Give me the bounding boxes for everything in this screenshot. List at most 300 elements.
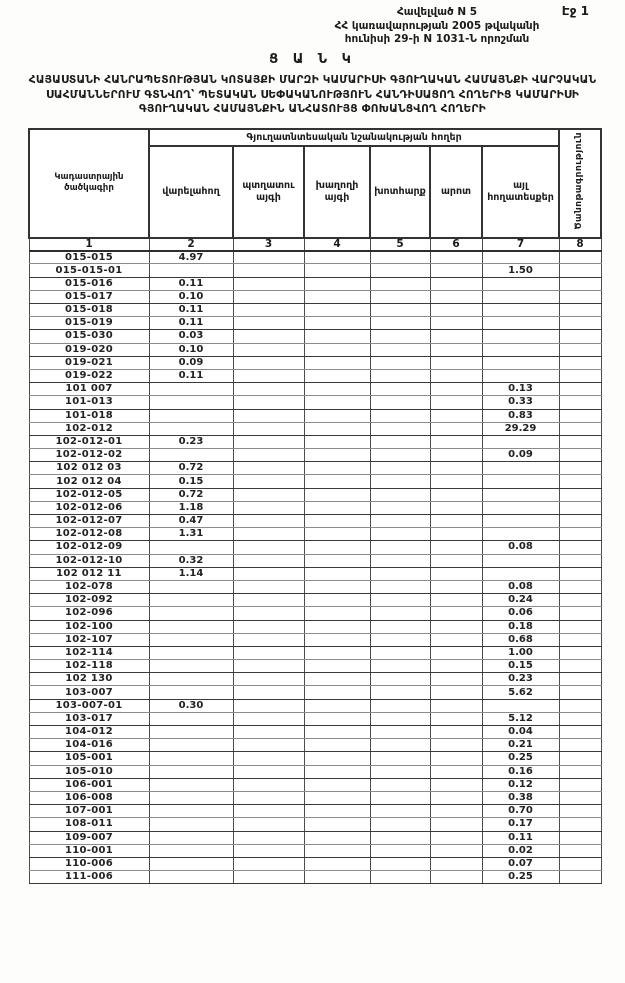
cadastral-code-cell: 102-096: [29, 607, 149, 620]
area-value-cell: 0.16: [482, 765, 559, 778]
area-value-cell: 5.62: [482, 686, 559, 699]
table-row: [29, 580, 601, 593]
area-value-cell: [370, 844, 430, 857]
area-value-cell: 0.25: [482, 752, 559, 765]
cadastral-code-cell: 015-018: [29, 304, 149, 317]
area-value-cell: 0.38: [482, 791, 559, 804]
area-value-cell: [430, 435, 482, 448]
area-value-cell: [430, 462, 482, 475]
area-value-cell: 0.33: [482, 396, 559, 409]
area-value-cell: [370, 251, 430, 264]
area-value-cell: [430, 475, 482, 488]
area-value-cell: [370, 343, 430, 356]
area-value-cell: [233, 330, 304, 343]
area-value-cell: [559, 567, 601, 580]
area-value-cell: 0.09: [482, 449, 559, 462]
area-value-cell: [149, 726, 233, 739]
table-row: [29, 264, 601, 277]
area-value-cell: [559, 449, 601, 462]
column-header-cadastral-code: Կադաստրային ծածկագիր: [29, 129, 149, 238]
area-value-cell: [370, 607, 430, 620]
area-value-cell: [430, 515, 482, 528]
area-value-cell: [304, 449, 370, 462]
table-row: [29, 290, 601, 303]
area-value-cell: [430, 330, 482, 343]
area-value-cell: [304, 488, 370, 501]
area-value-cell: [149, 264, 233, 277]
area-value-cell: [370, 554, 430, 567]
area-value-cell: [233, 673, 304, 686]
area-value-cell: [430, 488, 482, 501]
table-row: [29, 778, 601, 791]
area-value-cell: [304, 699, 370, 712]
area-value-cell: [304, 567, 370, 580]
document-type-heading: Ց Ա Ն Կ: [269, 51, 356, 67]
area-value-cell: 0.13: [482, 383, 559, 396]
area-value-cell: [304, 317, 370, 330]
area-value-cell: [482, 356, 559, 369]
column-number: 7: [482, 238, 559, 251]
area-value-cell: 0.70: [482, 805, 559, 818]
area-value-cell: [370, 646, 430, 659]
area-value-cell: [559, 435, 601, 448]
area-value-cell: [370, 435, 430, 448]
cadastral-code-cell: 102-012-01: [29, 435, 149, 448]
area-value-cell: [370, 317, 430, 330]
area-value-cell: [304, 778, 370, 791]
cadastral-code-cell: 102-078: [29, 580, 149, 593]
area-value-cell: [559, 356, 601, 369]
column-number: 4: [304, 238, 370, 251]
area-value-cell: [149, 660, 233, 673]
cadastral-code-cell: 015-016: [29, 277, 149, 290]
area-value-cell: [370, 857, 430, 870]
area-value-cell: [559, 290, 601, 303]
area-value-cell: [149, 805, 233, 818]
area-value-cell: [370, 501, 430, 514]
area-value-cell: [430, 831, 482, 844]
area-value-cell: 1.14: [149, 567, 233, 580]
table-row: [29, 620, 601, 633]
area-value-cell: [430, 277, 482, 290]
area-value-cell: 0.09: [149, 356, 233, 369]
table-row: [29, 607, 601, 620]
area-value-cell: [559, 343, 601, 356]
area-value-cell: [430, 805, 482, 818]
table-row: [29, 660, 601, 673]
area-value-cell: [370, 726, 430, 739]
area-value-cell: [233, 791, 304, 804]
area-value-cell: [430, 356, 482, 369]
area-value-cell: [304, 290, 370, 303]
table-header: [29, 129, 601, 251]
area-value-cell: [482, 290, 559, 303]
area-value-cell: [370, 620, 430, 633]
area-value-cell: [482, 277, 559, 290]
area-value-cell: [482, 343, 559, 356]
cadastral-code-cell: 105-001: [29, 752, 149, 765]
area-value-cell: [370, 686, 430, 699]
table-row: [29, 726, 601, 739]
column-header-note: [559, 129, 601, 238]
area-value-cell: [304, 356, 370, 369]
area-value-cell: [430, 620, 482, 633]
area-value-cell: [233, 699, 304, 712]
area-value-cell: [304, 805, 370, 818]
area-value-cell: [430, 528, 482, 541]
area-value-cell: [233, 396, 304, 409]
area-value-cell: [304, 369, 370, 382]
area-value-cell: [304, 633, 370, 646]
area-value-cell: [304, 343, 370, 356]
area-value-cell: [233, 515, 304, 528]
area-value-cell: 1.50: [482, 264, 559, 277]
area-value-cell: [233, 383, 304, 396]
area-value-cell: [430, 660, 482, 673]
area-value-cell: [149, 871, 233, 884]
area-value-cell: 0.30: [149, 699, 233, 712]
area-value-cell: [149, 633, 233, 646]
area-value-cell: [304, 607, 370, 620]
area-value-cell: [370, 818, 430, 831]
table-row: [29, 343, 601, 356]
area-value-cell: [559, 673, 601, 686]
area-value-cell: [149, 396, 233, 409]
table-row: [29, 633, 601, 646]
area-value-cell: [482, 567, 559, 580]
area-value-cell: [304, 515, 370, 528]
area-value-cell: [233, 567, 304, 580]
area-value-cell: [430, 290, 482, 303]
area-value-cell: [559, 844, 601, 857]
table-row: [29, 831, 601, 844]
area-value-cell: [370, 290, 430, 303]
table-row: [29, 409, 601, 422]
cadastral-code-cell: 101-018: [29, 409, 149, 422]
table-row: [29, 791, 601, 804]
area-value-cell: [304, 580, 370, 593]
area-value-cell: [304, 264, 370, 277]
area-value-cell: [370, 449, 430, 462]
area-value-cell: [559, 422, 601, 435]
area-value-cell: [430, 409, 482, 422]
area-value-cell: [559, 580, 601, 593]
table-row: [29, 752, 601, 765]
cadastral-code-cell: 103-007: [29, 686, 149, 699]
area-value-cell: [370, 660, 430, 673]
cadastral-code-cell: 015-015: [29, 251, 149, 264]
cadastral-code-cell: 019-020: [29, 343, 149, 356]
area-value-cell: [304, 409, 370, 422]
area-value-cell: [304, 554, 370, 567]
column-header-arable: վարելահող: [149, 146, 233, 238]
area-value-cell: [304, 660, 370, 673]
area-value-cell: [370, 475, 430, 488]
area-value-cell: [482, 528, 559, 541]
area-value-cell: [430, 449, 482, 462]
area-value-cell: [430, 791, 482, 804]
area-value-cell: [370, 369, 430, 382]
area-value-cell: [430, 541, 482, 554]
table-row: [29, 567, 601, 580]
area-value-cell: [370, 633, 430, 646]
area-value-cell: 0.02: [482, 844, 559, 857]
area-value-cell: [559, 528, 601, 541]
table-row: [29, 462, 601, 475]
area-value-cell: [559, 462, 601, 475]
column-number-row: [29, 238, 601, 251]
cadastral-code-cell: 019-022: [29, 369, 149, 382]
area-value-cell: [430, 765, 482, 778]
cadastral-code-cell: 104-016: [29, 739, 149, 752]
area-value-cell: 0.47: [149, 515, 233, 528]
area-value-cell: [559, 304, 601, 317]
area-value-cell: [233, 251, 304, 264]
cadastral-code-cell: 015-015-01: [29, 264, 149, 277]
table-row: [29, 317, 601, 330]
area-value-cell: [559, 739, 601, 752]
area-value-cell: [233, 712, 304, 725]
area-value-cell: [149, 646, 233, 659]
table-row: [29, 304, 601, 317]
area-value-cell: [559, 871, 601, 884]
table-row: [29, 765, 601, 778]
area-value-cell: [559, 488, 601, 501]
cadastral-code-cell: 102-012-07: [29, 515, 149, 528]
area-value-cell: [304, 396, 370, 409]
area-value-cell: [559, 515, 601, 528]
area-value-cell: 0.25: [482, 871, 559, 884]
area-value-cell: [304, 330, 370, 343]
area-value-cell: [559, 831, 601, 844]
table-row: [29, 818, 601, 831]
area-value-cell: 0.11: [149, 317, 233, 330]
table-row: [29, 594, 601, 607]
area-value-cell: [559, 475, 601, 488]
area-value-cell: [559, 251, 601, 264]
area-value-cell: [430, 646, 482, 659]
area-value-cell: [370, 594, 430, 607]
area-value-cell: 0.08: [482, 580, 559, 593]
area-value-cell: [233, 369, 304, 382]
area-value-cell: [149, 857, 233, 870]
cadastral-code-cell: 106-001: [29, 778, 149, 791]
area-value-cell: [304, 673, 370, 686]
area-value-cell: [370, 871, 430, 884]
area-value-cell: 0.23: [482, 673, 559, 686]
cadastral-code-cell: 111-006: [29, 871, 149, 884]
area-value-cell: 0.15: [482, 660, 559, 673]
cadastral-code-cell: 102-107: [29, 633, 149, 646]
area-value-cell: [430, 383, 482, 396]
area-value-cell: [482, 475, 559, 488]
area-value-cell: 0.32: [149, 554, 233, 567]
area-value-cell: [149, 541, 233, 554]
table-row: [29, 449, 601, 462]
area-value-cell: [370, 264, 430, 277]
area-value-cell: [304, 712, 370, 725]
area-value-cell: [482, 251, 559, 264]
area-value-cell: [149, 620, 233, 633]
area-value-cell: [370, 699, 430, 712]
area-value-cell: 0.03: [149, 330, 233, 343]
area-value-cell: [370, 778, 430, 791]
area-value-cell: [149, 712, 233, 725]
area-value-cell: [149, 739, 233, 752]
area-value-cell: [370, 831, 430, 844]
cadastral-code-cell: 101 007: [29, 383, 149, 396]
table-row: [29, 435, 601, 448]
area-value-cell: [430, 844, 482, 857]
table-row: [29, 369, 601, 382]
area-value-cell: [370, 277, 430, 290]
area-value-cell: [559, 660, 601, 673]
area-value-cell: [233, 805, 304, 818]
area-value-cell: [430, 317, 482, 330]
column-header-hayfield: խոտհարք: [370, 146, 430, 238]
area-value-cell: [233, 580, 304, 593]
cadastral-code-cell: 102-114: [29, 646, 149, 659]
cadastral-code-cell: 108-011: [29, 818, 149, 831]
area-value-cell: [370, 330, 430, 343]
area-value-cell: [482, 488, 559, 501]
area-value-cell: [304, 686, 370, 699]
area-value-cell: [430, 739, 482, 752]
area-value-cell: [559, 726, 601, 739]
cadastral-code-cell: 105-010: [29, 765, 149, 778]
cadastral-code-cell: 104-012: [29, 726, 149, 739]
area-value-cell: [370, 528, 430, 541]
area-value-cell: 0.21: [482, 739, 559, 752]
area-value-cell: [559, 594, 601, 607]
column-header-other-lands: այլ հողատեսքեր: [482, 146, 559, 238]
area-value-cell: [430, 264, 482, 277]
cadastral-code-cell: 107-001: [29, 805, 149, 818]
table-row: [29, 712, 601, 725]
cadastral-code-cell: 102-118: [29, 660, 149, 673]
area-value-cell: [370, 409, 430, 422]
area-value-cell: [233, 422, 304, 435]
cadastral-code-cell: 102-100: [29, 620, 149, 633]
area-value-cell: 5.12: [482, 712, 559, 725]
area-value-cell: 1.18: [149, 501, 233, 514]
cadastral-code-cell: 110-006: [29, 857, 149, 870]
area-value-cell: [430, 594, 482, 607]
area-value-cell: [304, 726, 370, 739]
area-value-cell: 29.29: [482, 422, 559, 435]
area-value-cell: [149, 791, 233, 804]
area-value-cell: [430, 369, 482, 382]
area-value-cell: [149, 752, 233, 765]
table-row: [29, 554, 601, 567]
table-row: [29, 475, 601, 488]
area-value-cell: [233, 264, 304, 277]
cadastral-code-cell: 102-012-06: [29, 501, 149, 514]
area-value-cell: [430, 304, 482, 317]
area-value-cell: [430, 686, 482, 699]
area-value-cell: [370, 673, 430, 686]
area-value-cell: 0.07: [482, 857, 559, 870]
area-value-cell: 0.06: [482, 607, 559, 620]
area-value-cell: [559, 396, 601, 409]
area-value-cell: 0.08: [482, 541, 559, 554]
area-value-cell: [430, 343, 482, 356]
area-value-cell: 0.23: [149, 435, 233, 448]
area-value-cell: [370, 396, 430, 409]
area-value-cell: [233, 449, 304, 462]
cadastral-code-cell: 102 012 03: [29, 462, 149, 475]
area-value-cell: [304, 277, 370, 290]
area-value-cell: [370, 752, 430, 765]
table-row: [29, 501, 601, 514]
area-value-cell: [559, 791, 601, 804]
area-value-cell: [430, 251, 482, 264]
area-value-cell: [233, 541, 304, 554]
column-header-pasture: արոտ: [430, 146, 482, 238]
area-value-cell: [559, 699, 601, 712]
area-value-cell: [559, 620, 601, 633]
area-value-cell: [370, 712, 430, 725]
area-value-cell: [304, 857, 370, 870]
area-value-cell: [149, 594, 233, 607]
area-value-cell: [559, 369, 601, 382]
area-value-cell: [370, 422, 430, 435]
area-value-cell: [482, 330, 559, 343]
area-value-cell: [430, 567, 482, 580]
area-value-cell: [370, 383, 430, 396]
area-value-cell: [233, 765, 304, 778]
area-value-cell: 0.15: [149, 475, 233, 488]
cadastral-code-cell: 102 012 11: [29, 567, 149, 580]
area-value-cell: [233, 594, 304, 607]
document-title: ՀԱՅԱՍՏԱՆԻ ՀԱՆՐԱՊԵՏՈՒԹՅԱՆ ԿՈՏԱՅՔԻ ՄԱՐԶԻ ԿԱՄԱՐԻՍԻ ԳՅՈՒՂԱԿԱՆ ՀԱՄԱՅՆՔԻ ՎԱՐՉԱԿԱՆ ՍԱՀՄԱՆՆԵՐՈՒՄ ԳՏՆՎՈՂ՝ ՊԵՏԱԿԱՆ ՍԵՓԱԿԱՆՈՒԹՅՈՒՆ ՀԱՆԴԻՍԱՑՈՂ ՀՈՂԵՐԻՑ ԿԱՄԱՐԻՍԻ ԳՅՈՒՂԱԿԱՆ ՀԱՄԱՅՆՔԻՆ ԱՆՀԱՏՈՒՅՑ ՓՈԽԱՆՑՎՈՂ ՀՈՂԵՐԻ: [28, 73, 597, 116]
area-value-cell: [430, 871, 482, 884]
area-value-cell: [233, 435, 304, 448]
area-value-cell: 0.72: [149, 488, 233, 501]
table-row: [29, 871, 601, 884]
area-value-cell: [233, 778, 304, 791]
land-parcels-table: [28, 128, 602, 885]
area-value-cell: [559, 501, 601, 514]
cadastral-code-cell: 102 012 04: [29, 475, 149, 488]
area-value-cell: [233, 831, 304, 844]
area-value-cell: [559, 752, 601, 765]
area-value-cell: [430, 607, 482, 620]
area-value-cell: [304, 818, 370, 831]
area-value-cell: [370, 765, 430, 778]
area-value-cell: [304, 620, 370, 633]
area-value-cell: [304, 594, 370, 607]
area-value-cell: [559, 330, 601, 343]
area-value-cell: [482, 515, 559, 528]
area-value-cell: [149, 449, 233, 462]
area-value-cell: [559, 383, 601, 396]
area-value-cell: [149, 818, 233, 831]
table-row: [29, 739, 601, 752]
area-value-cell: [482, 699, 559, 712]
table-row: [29, 251, 601, 264]
area-value-cell: [149, 422, 233, 435]
table-row: [29, 396, 601, 409]
area-value-cell: [559, 554, 601, 567]
area-value-cell: 0.18: [482, 620, 559, 633]
area-value-cell: [233, 844, 304, 857]
area-value-cell: [430, 778, 482, 791]
cadastral-code-cell: 102 130: [29, 673, 149, 686]
area-value-cell: [304, 383, 370, 396]
area-value-cell: [559, 541, 601, 554]
area-value-cell: [482, 304, 559, 317]
